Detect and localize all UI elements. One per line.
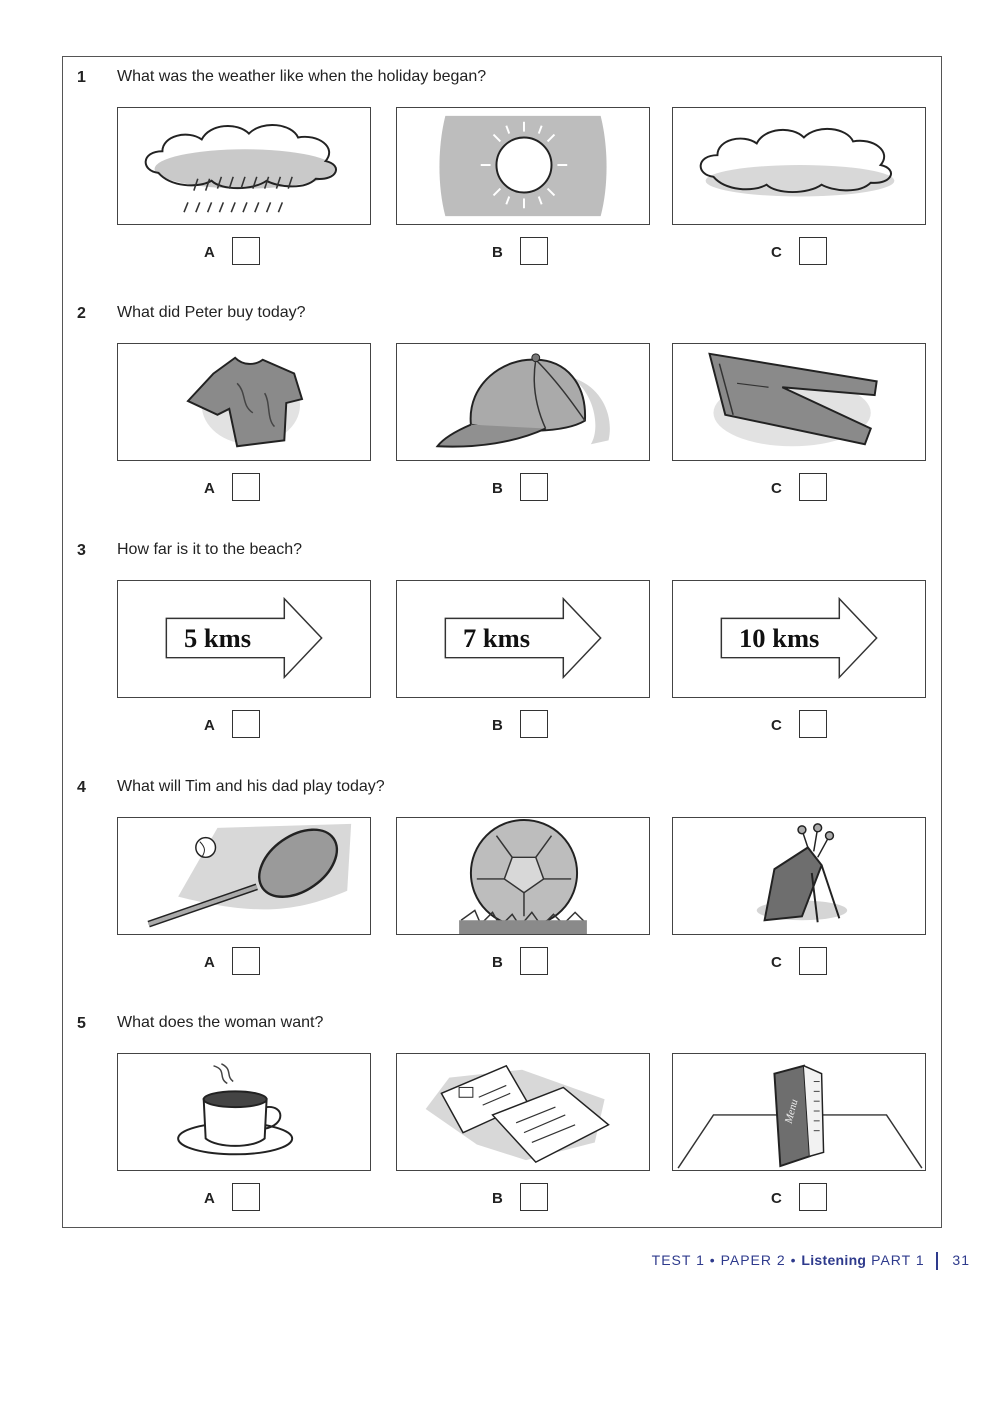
answer-checkbox[interactable] — [799, 710, 827, 738]
page-number: 31 — [952, 1252, 970, 1268]
answer-checkbox[interactable] — [520, 1183, 548, 1211]
question-number: 3 — [77, 542, 86, 559]
answer-checkbox[interactable] — [520, 473, 548, 501]
option-a — [204, 473, 284, 503]
question-number: 2 — [77, 305, 86, 322]
footer-bullet: • — [709, 1252, 716, 1268]
answer-checkbox[interactable] — [520, 237, 548, 265]
option-label: B — [492, 244, 503, 261]
question-text: What was the weather like when the holiday began? — [117, 68, 487, 85]
option-b — [492, 1183, 572, 1213]
option-label: B — [492, 717, 503, 734]
footer-divider — [936, 1252, 938, 1270]
option-b — [492, 710, 572, 740]
ticket-icon — [396, 1053, 650, 1171]
question-3 — [0, 530, 1000, 766]
tennis-racket-icon — [117, 817, 371, 935]
rain-cloud-icon — [117, 107, 371, 225]
question-5 — [0, 1003, 1000, 1239]
cap-icon — [396, 343, 650, 461]
answer-checkbox[interactable] — [232, 473, 260, 501]
option-label: B — [492, 1190, 503, 1207]
option-c — [771, 1183, 851, 1213]
option-label: C — [771, 1190, 782, 1207]
arrow-sign-icon — [672, 580, 926, 698]
option-label: C — [771, 244, 782, 261]
option-b — [492, 473, 572, 503]
distance-label: 10 kms — [739, 622, 820, 653]
answer-checkbox[interactable] — [520, 947, 548, 975]
golf-bag-icon — [672, 817, 926, 935]
cloud-icon — [672, 107, 926, 225]
t-shirt-icon — [117, 343, 371, 461]
distance-label: 5 kms — [184, 622, 252, 653]
answer-checkbox[interactable] — [232, 947, 260, 975]
footer-paper: PAPER 2 — [720, 1252, 786, 1268]
option-label: C — [771, 954, 782, 971]
arrow-sign-icon — [396, 580, 650, 698]
option-a — [204, 1183, 284, 1213]
option-label: B — [492, 954, 503, 971]
menu-icon — [672, 1053, 926, 1171]
option-label: A — [204, 244, 215, 261]
answer-checkbox[interactable] — [520, 710, 548, 738]
footer-part: PART 1 — [871, 1252, 925, 1268]
option-c — [771, 710, 851, 740]
option-label: C — [771, 717, 782, 734]
option-label: A — [204, 1190, 215, 1207]
answer-checkbox[interactable] — [799, 947, 827, 975]
question-4 — [0, 767, 1000, 1003]
arrow-sign-icon — [117, 580, 371, 698]
answer-checkbox[interactable] — [232, 710, 260, 738]
sun-icon — [396, 107, 650, 225]
menu-label: Menu — [782, 1097, 801, 1125]
answer-checkbox[interactable] — [232, 1183, 260, 1211]
option-b — [492, 947, 572, 977]
option-label: B — [492, 480, 503, 497]
answer-checkbox[interactable] — [232, 237, 260, 265]
option-c — [771, 473, 851, 503]
option-label: C — [771, 480, 782, 497]
page-footer — [652, 1252, 970, 1270]
question-text: What did Peter buy today? — [117, 304, 306, 321]
option-a — [204, 710, 284, 740]
answer-checkbox[interactable] — [799, 473, 827, 501]
question-1 — [0, 57, 1000, 293]
option-label: A — [204, 954, 215, 971]
question-number: 5 — [77, 1015, 86, 1032]
option-a — [204, 237, 284, 267]
question-text: What will Tim and his dad play today? — [117, 778, 385, 795]
footer-test: TEST 1 — [651, 1252, 705, 1268]
answer-checkbox[interactable] — [799, 237, 827, 265]
option-label: A — [204, 480, 215, 497]
question-text: How far is it to the beach? — [117, 541, 302, 558]
question-text: What does the woman want? — [117, 1014, 324, 1031]
football-icon — [396, 817, 650, 935]
footer-bullet: • — [790, 1252, 797, 1268]
option-c — [771, 237, 851, 267]
question-number: 1 — [77, 69, 86, 86]
trousers-icon — [672, 343, 926, 461]
option-c — [771, 947, 851, 977]
option-label: A — [204, 717, 215, 734]
cup-of-coffee-icon — [117, 1053, 371, 1171]
option-b — [492, 237, 572, 267]
question-number: 4 — [77, 779, 86, 796]
distance-label: 7 kms — [463, 622, 531, 653]
question-2 — [0, 293, 1000, 529]
option-a — [204, 947, 284, 977]
footer-section: Listening — [801, 1252, 867, 1268]
answer-checkbox[interactable] — [799, 1183, 827, 1211]
